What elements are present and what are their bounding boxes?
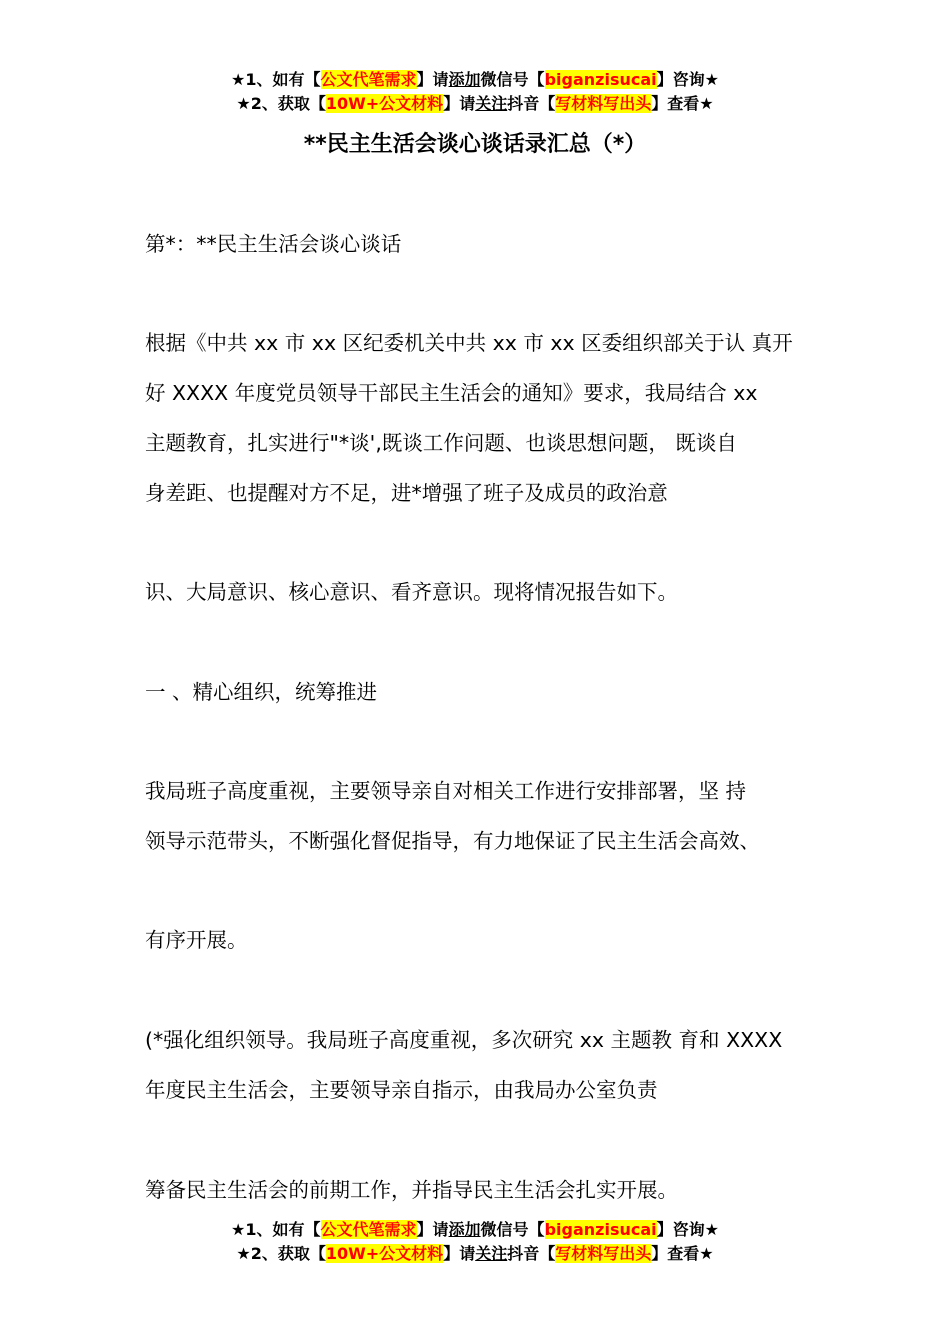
footer-line-1: ★1、如有【公文代笔需求】请添加微信号【biganzisucai】咨询★ — [231, 1220, 719, 1239]
footer-banner — [0, 1218, 950, 1266]
highlight-service: 公文代笔需求 — [320, 70, 417, 89]
paragraph-preparation: 筹备民主生活会的前期工作，并指导民主生活会扎实开展。 — [145, 1178, 678, 1202]
highlight-douyin: 写材料写出头 — [555, 94, 652, 113]
footer-highlight-douyin: 写材料写出头 — [555, 1244, 652, 1263]
highlight-materials: 10W+公文材料 — [325, 94, 444, 113]
paragraph-leadership: 我局班子高度重视，主要领导亲自对相关工作进行安排部署，坚 持 领导示范带头，不断强化督促指导，有力地保证了民主生活会高效、 — [145, 779, 760, 853]
paragraph-awareness: 识、大局意识、核心意识、看齐意识。现将情况报告如下。 — [145, 580, 678, 604]
paragraph-heading: 第*：**民主生活会谈心谈话 — [145, 232, 402, 256]
paragraph-orderly: 有序开展。 — [145, 928, 248, 952]
footer-highlight-wechat-id: biganzisucai — [544, 1220, 657, 1239]
section-heading-1: 一 、精心组织，统筹推进 — [145, 680, 378, 704]
footer-highlight-service: 公文代笔需求 — [320, 1220, 417, 1239]
paragraph-organization: (*强化组织领导。我局班子高度重视，多次研究 xx 主题教 育和 XXXX 年度民主生活会，主要领导亲自指示，由我局办公室负责 — [145, 1028, 783, 1102]
paragraph-intro: 根据《中共 xx 市 xx 区纪委机关中共 xx 市 xx 区委组织部关于认 真开 好 XXXX 年度党员领导干部民主生活会的通知》要求，我局结合 xx 主题教育，扎实进行"*谈',既谈工作问题、也谈思想问题， 既谈自 身差距、也提醒对方不足，进*增强了班子及成员的政治意 — [145, 331, 793, 505]
banner-line-1: ★1、如有【公文代笔需求】请添加微信号【biganzisucai】咨询★ — [231, 70, 719, 89]
document-title: **民主生活会谈心谈话录汇总（*） — [303, 132, 647, 157]
header-banner — [0, 68, 950, 116]
banner-line-2: ★2、获取【10W+公文材料】请关注抖音【写材料写出头】查看★ — [236, 94, 714, 113]
highlight-wechat-id: biganzisucai — [544, 70, 657, 89]
footer-line-2: ★2、获取【10W+公文材料】请关注抖音【写材料写出头】查看★ — [236, 1244, 714, 1263]
footer-highlight-materials: 10W+公文材料 — [325, 1244, 444, 1263]
